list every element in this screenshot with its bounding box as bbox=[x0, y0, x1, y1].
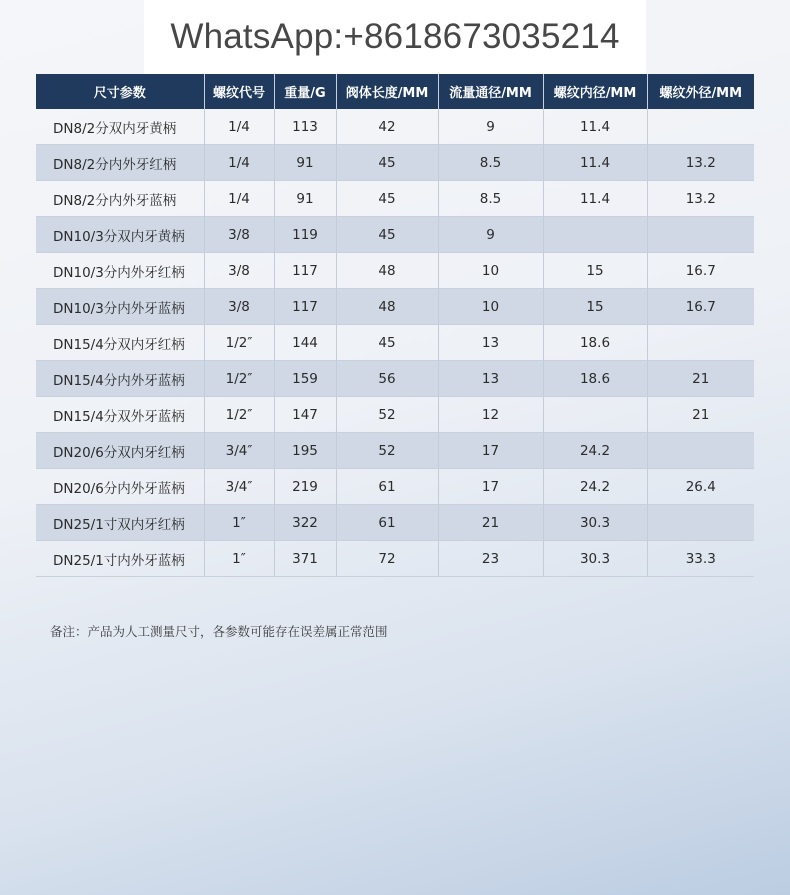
cell-inner-thread: 11.4 bbox=[543, 109, 647, 145]
cell-flow-diameter: 21 bbox=[438, 505, 543, 541]
cell-flow-diameter: 23 bbox=[438, 541, 543, 577]
cell-flow-diameter: 9 bbox=[438, 109, 543, 145]
header-size: 尺寸参数 bbox=[36, 74, 204, 109]
cell-thread-code: 3/4″ bbox=[204, 469, 274, 505]
cell-inner-thread: 24.2 bbox=[543, 469, 647, 505]
cell-outer-thread bbox=[647, 433, 754, 469]
cell-flow-diameter: 9 bbox=[438, 217, 543, 253]
cell-weight: 113 bbox=[274, 109, 336, 145]
cell-thread-code: 1″ bbox=[204, 541, 274, 577]
cell-weight: 219 bbox=[274, 469, 336, 505]
header-flow-diameter: 流量通径/MM bbox=[438, 74, 543, 109]
cell-outer-thread: 16.7 bbox=[647, 289, 754, 325]
table-row bbox=[36, 397, 754, 433]
cell-inner-thread: 18.6 bbox=[543, 325, 647, 361]
cell-size: DN15/4分内外牙蓝柄 bbox=[36, 361, 204, 397]
cell-body-length: 56 bbox=[336, 361, 438, 397]
cell-weight: 147 bbox=[274, 397, 336, 433]
cell-thread-code: 1″ bbox=[204, 505, 274, 541]
cell-outer-thread: 21 bbox=[647, 361, 754, 397]
cell-outer-thread: 16.7 bbox=[647, 253, 754, 289]
cell-outer-thread: 21 bbox=[647, 397, 754, 433]
cell-thread-code: 3/8 bbox=[204, 253, 274, 289]
cell-outer-thread bbox=[647, 109, 754, 145]
cell-body-length: 52 bbox=[336, 433, 438, 469]
cell-body-length: 45 bbox=[336, 325, 438, 361]
cell-size: DN25/1寸内外牙蓝柄 bbox=[36, 541, 204, 577]
cell-size: DN20/6分内外牙蓝柄 bbox=[36, 469, 204, 505]
footnote: 备注：产品为人工测量尺寸，各参数可能存在误差属正常范围 bbox=[50, 624, 388, 639]
cell-size: DN8/2分内外牙红柄 bbox=[36, 145, 204, 181]
cell-size: DN15/4分双外牙蓝柄 bbox=[36, 397, 204, 433]
cell-flow-diameter: 8.5 bbox=[438, 181, 543, 217]
header-inner-thread: 螺纹内径/MM bbox=[543, 74, 647, 109]
cell-body-length: 45 bbox=[336, 145, 438, 181]
cell-thread-code: 1/4 bbox=[204, 145, 274, 181]
cell-flow-diameter: 8.5 bbox=[438, 145, 543, 181]
table-row bbox=[36, 505, 754, 541]
cell-size: DN8/2分内外牙蓝柄 bbox=[36, 181, 204, 217]
cell-thread-code: 1/2″ bbox=[204, 361, 274, 397]
cell-weight: 322 bbox=[274, 505, 336, 541]
cell-inner-thread: 30.3 bbox=[543, 505, 647, 541]
cell-size: DN10/3分双内牙黄柄 bbox=[36, 217, 204, 253]
whatsapp-contact-banner bbox=[144, 0, 646, 74]
cell-flow-diameter: 13 bbox=[438, 361, 543, 397]
cell-inner-thread bbox=[543, 397, 647, 433]
cell-outer-thread: 33.3 bbox=[647, 541, 754, 577]
cell-weight: 91 bbox=[274, 145, 336, 181]
cell-flow-diameter: 10 bbox=[438, 289, 543, 325]
cell-thread-code: 1/2″ bbox=[204, 397, 274, 433]
cell-flow-diameter: 17 bbox=[438, 469, 543, 505]
cell-thread-code: 3/4″ bbox=[204, 433, 274, 469]
header-thread-code: 螺纹代号 bbox=[204, 74, 274, 109]
cell-size: DN8/2分双内牙黄柄 bbox=[36, 109, 204, 145]
cell-body-length: 45 bbox=[336, 217, 438, 253]
header-weight: 重量/G bbox=[274, 74, 336, 109]
table-row bbox=[36, 541, 754, 577]
header-body-length: 阀体长度/MM bbox=[336, 74, 438, 109]
table-row bbox=[36, 109, 754, 145]
cell-weight: 144 bbox=[274, 325, 336, 361]
cell-inner-thread bbox=[543, 217, 647, 253]
table-row bbox=[36, 217, 754, 253]
cell-body-length: 48 bbox=[336, 253, 438, 289]
cell-flow-diameter: 12 bbox=[438, 397, 543, 433]
cell-inner-thread: 15 bbox=[543, 289, 647, 325]
table-row bbox=[36, 181, 754, 217]
cell-body-length: 61 bbox=[336, 469, 438, 505]
cell-weight: 159 bbox=[274, 361, 336, 397]
cell-inner-thread: 11.4 bbox=[543, 145, 647, 181]
cell-body-length: 72 bbox=[336, 541, 438, 577]
cell-body-length: 42 bbox=[336, 109, 438, 145]
cell-weight: 91 bbox=[274, 181, 336, 217]
cell-size: DN10/3分内外牙蓝柄 bbox=[36, 289, 204, 325]
cell-weight: 371 bbox=[274, 541, 336, 577]
cell-inner-thread: 18.6 bbox=[543, 361, 647, 397]
cell-inner-thread: 30.3 bbox=[543, 541, 647, 577]
cell-size: DN10/3分内外牙红柄 bbox=[36, 253, 204, 289]
cell-size: DN15/4分双内牙红柄 bbox=[36, 325, 204, 361]
cell-weight: 119 bbox=[274, 217, 336, 253]
cell-outer-thread bbox=[647, 505, 754, 541]
table-header-row bbox=[36, 74, 754, 109]
cell-weight: 117 bbox=[274, 253, 336, 289]
cell-outer-thread: 13.2 bbox=[647, 181, 754, 217]
cell-inner-thread: 24.2 bbox=[543, 433, 647, 469]
table-row bbox=[36, 253, 754, 289]
cell-thread-code: 1/4 bbox=[204, 181, 274, 217]
cell-body-length: 52 bbox=[336, 397, 438, 433]
cell-weight: 195 bbox=[274, 433, 336, 469]
cell-thread-code: 1/4 bbox=[204, 109, 274, 145]
cell-inner-thread: 11.4 bbox=[543, 181, 647, 217]
cell-outer-thread: 26.4 bbox=[647, 469, 754, 505]
cell-inner-thread: 15 bbox=[543, 253, 647, 289]
cell-outer-thread: 13.2 bbox=[647, 145, 754, 181]
cell-body-length: 48 bbox=[336, 289, 438, 325]
table-row bbox=[36, 145, 754, 181]
cell-outer-thread bbox=[647, 325, 754, 361]
cell-flow-diameter: 10 bbox=[438, 253, 543, 289]
whatsapp-contact-text: WhatsApp:+8618673035214 bbox=[170, 17, 620, 56]
cell-body-length: 61 bbox=[336, 505, 438, 541]
cell-outer-thread bbox=[647, 217, 754, 253]
cell-size: DN20/6分双内牙红柄 bbox=[36, 433, 204, 469]
spec-table bbox=[36, 74, 754, 577]
cell-thread-code: 1/2″ bbox=[204, 325, 274, 361]
cell-thread-code: 3/8 bbox=[204, 217, 274, 253]
table-row bbox=[36, 361, 754, 397]
table-row bbox=[36, 433, 754, 469]
cell-flow-diameter: 17 bbox=[438, 433, 543, 469]
table-row bbox=[36, 325, 754, 361]
cell-body-length: 45 bbox=[336, 181, 438, 217]
cell-thread-code: 3/8 bbox=[204, 289, 274, 325]
cell-size: DN25/1寸双内牙红柄 bbox=[36, 505, 204, 541]
cell-weight: 117 bbox=[274, 289, 336, 325]
header-outer-thread: 螺纹外径/MM bbox=[647, 74, 754, 109]
table-row bbox=[36, 469, 754, 505]
table-row bbox=[36, 289, 754, 325]
cell-flow-diameter: 13 bbox=[438, 325, 543, 361]
